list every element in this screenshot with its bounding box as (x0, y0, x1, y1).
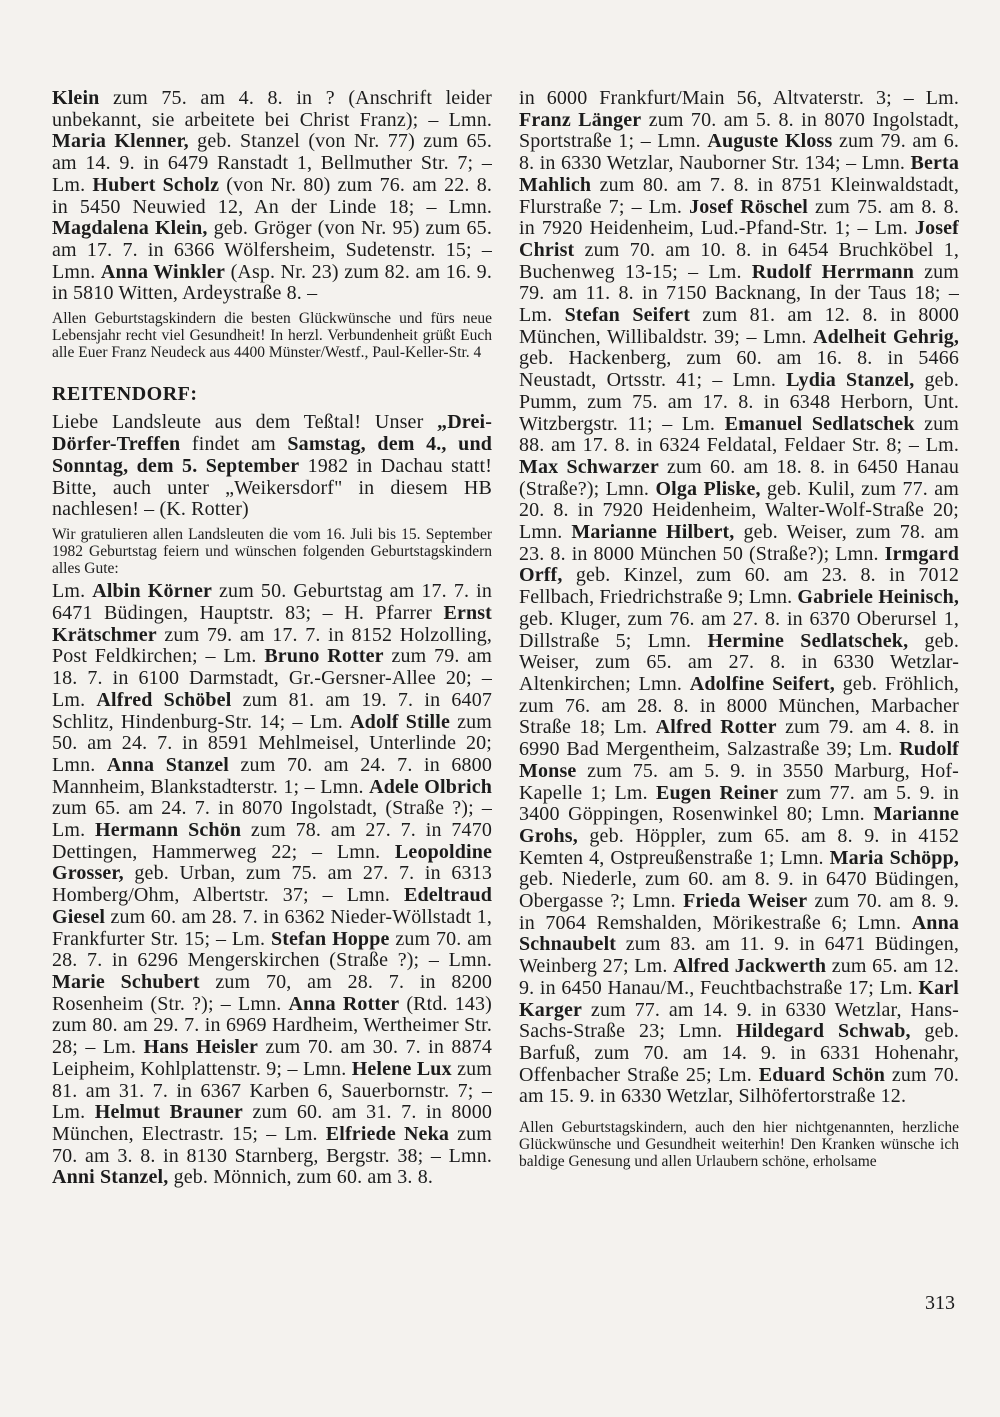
text-segment: Lm. (52, 580, 93, 603)
section-heading: REITENDORF: (52, 383, 198, 406)
text-segment: zum 80. am 7. 8. in 8751 Kleinwaldstadt, Flurstraße 7; – Lm. (519, 173, 959, 218)
text-segment: geb. Pumm, zum 75. am 17. 8. in 6348 Herborn, Unt. Witzbergstr. 11; – Lm. (519, 369, 959, 435)
text-segment: findet am (180, 433, 288, 456)
person-name: Franz Länger (519, 108, 642, 131)
person-name: Hermann Schön (95, 819, 242, 842)
congratulation-note: Wir gratulieren allen Landsleuten die vom 16. Juli bis 15. September 1982 Geburtstag feiern und wünschen folgenden Geburtstagskindern alles Gute: (52, 525, 492, 577)
text-segment: zum 70. am 30. 7. in 8874 Leipheim, Kohlplattenstr. 9; – Lmn. (52, 1036, 492, 1080)
text-segment: geb. Höppler, zum 65. am 8. 9. in 4152 Kemten 4, Ostpreußenstraße 1; Lmn. (519, 824, 959, 869)
text-segment: zum 60. am 18. 8. in 6450 Hanau (Straße?); Lmn. (519, 455, 960, 500)
person-name: Hans Heisler (143, 1036, 259, 1059)
text-segment: zum 78. am 27. 7. in 7470 Dettingen, Hammerweg 22; – Lmn. (52, 819, 493, 863)
birthday-list-paragraph (52, 88, 492, 305)
text-segment: geb. Fröhlich, zum 76. am 28. 8. in 8000 München, Marbacher Straße 18; Lm. (519, 672, 959, 739)
text-segment: geb. Weiser, zum 65. am 27. 8. in 6330 Wetzlar-Altenkirchen; Lmn. (519, 629, 959, 695)
person-name: Max Schwarzer (519, 455, 659, 478)
text-segment: zum 70, am 28. 7. in 8200 Rosenheim (Str. ?); – Lmn. (52, 970, 492, 1015)
person-name: Emanuel Sedlatschek (724, 412, 915, 435)
person-name: Josef Röschel (689, 195, 808, 218)
text-segment: zum 81. am 12. 8. in 8000 München, Willibaldstr. 39; – Lmn. (519, 304, 959, 348)
person-name: Adolfine Seifert, (689, 672, 835, 695)
text-segment: zum 50. am 24. 7. in 8591 Mehlmeisel, Unterlinde 20; Lmn. (52, 710, 492, 776)
text-segment: Liebe Landsleute aus dem Teßtal! Unser (52, 411, 438, 434)
text-segment: zum 79. am 18. 7. in 6100 Darmstadt, Gr.-Gersner-Allee 20; – Lm. (52, 645, 493, 711)
text-segment: geb. Niederle, zum 60. am 8. 9. in 6470 Büdingen, Obergasse ?; Lmn. (519, 868, 959, 913)
person-name: Rudolf Monse (519, 738, 959, 782)
text-segment: geb. Kinzel, zum 60. am 23. 8. in 7012 Fellbach, Friedrichstraße 9; Lmn. (519, 564, 959, 609)
person-name: Bruno Rotter (264, 645, 384, 668)
text-segment: zum 83. am 11. 9. in 6471 Büdingen, Weinberg 27; Lm. (519, 933, 959, 978)
text-segment: zum 88. am 17. 8. in 6324 Feldatal, Feldaer Str. 8; – Lm. (519, 412, 959, 457)
greeting-note: Allen Geburtstagskindern die besten Glückwünsche und fürs neue Lebensjahr recht viel Gesundheit! In herzl. Verbundenheit grüßt Euch alle Euer Franz Neudeck aus 4400 Münster/Westf., Paul-Keller-Str. 4 (52, 310, 492, 361)
person-name: Leopoldine Grosser, (52, 840, 492, 885)
person-name: Anni Stanzel, (52, 1166, 169, 1189)
person-name: Adolf Stille (350, 710, 450, 733)
text-segment: zum 75. am 8. 8. in 7920 Heidenheim, Lud.-Pfand-Str. 1; – Lm. (519, 195, 959, 240)
text-segment: geb. Kluger, zum 76. am 27. 8. in 6370 Oberursel 1, Dillstraße 5; Lmn. (519, 607, 959, 652)
person-name: Anna Rotter (288, 992, 400, 1015)
person-name: Karl Karger (519, 976, 959, 1021)
text-segment: geb. Stanzel (von Nr. 77) zum 65. am 14. 9. in 6479 Ranstadt 1, Bellmuther Str. 7; – Lm. (52, 130, 492, 196)
text-segment: geb. Barfuß, zum 70. am 14. 9. in 6331 Hohenahr, Offenbacher Straße 25; Lm. (519, 1020, 959, 1086)
person-name: Gabriele Heinisch, (797, 586, 959, 609)
text-segment: zum 60. am 31. 7. in 8000 München, Electrastr. 15; – Lm. (52, 1101, 493, 1145)
text-segment: geb. Weiser, zum 78. am 23. 8. in 8000 München 50 (Straße?); Lmn. (519, 521, 959, 565)
text-segment: zum 65. am 24. 7. in 8070 Ingolstadt, (Straße ?); – Lm. (52, 797, 492, 842)
page-number: 313 (925, 1292, 955, 1314)
person-name: Rudolf Herrmann (751, 260, 914, 283)
text-segment: (Asp. Nr. 23) zum 82. am 16. 9. in 5810 Witten, Ardeystraße 8. – (52, 260, 492, 305)
text-segment: zum 75. am 4. 8. in ? (Anschrift leider unbekannt, sie arbeitete bei Christ Franz); – Lmn. (52, 87, 492, 131)
person-name: Auguste Kloss (707, 130, 833, 153)
person-name: Helene Lux (351, 1057, 452, 1080)
text-segment: geb. Kulil, zum 77. am 20. 8. in 7920 Heidenheim, Walter-Wolf-Straße 20; Lmn. (519, 477, 959, 544)
birthday-list-paragraph (52, 581, 492, 1189)
person-name: Josef Christ (519, 217, 959, 261)
text-segment: zum 79. am 17. 7. in 8152 Holzolling, Post Feldkirchen; – Lm. (52, 623, 492, 668)
text-segment: zum 70. am 28. 7. in 6296 Mengerskirchen (Straße ?); – Lmn. (52, 927, 492, 972)
person-name: Ernst Krätschmer (52, 602, 492, 646)
text-segment: (Rtd. 143) zum 80. am 29. 7. in 6969 Hardheim, Wertheimer Str. 28; – Lm. (52, 992, 492, 1059)
text-segment: zum 60. am 28. 7. in 6362 Nieder-Wöllstadt 1, Frankfurter Str. 15; – Lm. (52, 905, 492, 950)
person-name: Klein (52, 87, 100, 109)
closing-note: Allen Geburtstagskindern, auch den hier nichtgenannten, herzliche Glückwünsche und Gesundheit weiterhin! Den Kranken wünsche ich baldige Genesung und allen Urlaubern schöne, erholsame (519, 1119, 959, 1170)
person-name: Helmut Brauner (94, 1101, 243, 1124)
person-name: Olga Pliske, (655, 477, 761, 500)
right-column (519, 88, 959, 1174)
text-segment: zum 70. am 5. 8. in 8070 Ingolstadt, Sportstraße 1; – Lmn. (519, 108, 959, 153)
person-name: Albin Körner (92, 580, 213, 603)
text-segment: geb. Mönnich, zum 60. am 3. 8. (168, 1166, 434, 1189)
text-segment: zum 70. am 10. 8. in 6454 Bruchköbel 1, Buchenweg 13-15; – Lm. (519, 238, 959, 283)
person-name: Adelheit Gehrig, (813, 325, 959, 348)
text-segment: zum 70. am 15. 9. in 6330 Wetzlar, Silhöfertorstraße 12. (519, 1063, 959, 1108)
text-segment: geb. Hackenberg, zum 60. am 16. 8. in 5466 Neustadt, Ortsstr. 41; – Lmn. (519, 347, 959, 392)
text-segment: (von Nr. 80) zum 76. am 22. 8. in 5450 Neuwied 12, An der Linde 18; – Lmn. (52, 173, 492, 218)
text-segment: zum 79. am 6. 8. in 6330 Wetzlar, Nauborner Str. 134; – Lmn. (519, 130, 959, 175)
person-name: Alfred Rotter (655, 716, 777, 739)
person-name: Frieda Weiser (683, 890, 808, 913)
person-name: Hermine Sedlatschek, (707, 629, 909, 652)
text-segment: in 6000 Frankfurt/Main 56, Altvaterstr. 3; – Lm. (519, 87, 959, 109)
text-segment: zum 70. am 3. 8. in 8130 Starnberg, Bergstr. 38; – Lmn. (52, 1122, 492, 1167)
person-name: Maria Klenner, (52, 130, 189, 153)
text-segment: zum 70. am 24. 7. in 6800 Mannheim, Blankstadterstr. 1; – Lmn. (52, 753, 492, 798)
person-name: Maria Schöpp, (829, 846, 959, 869)
person-name: Adele Olbrich (369, 775, 492, 798)
text-segment: zum 81. am 31. 7. in 6367 Karben 6, Sauerbornstr. 7; – Lm. (52, 1057, 492, 1124)
person-name: Elfriede Neka (325, 1122, 449, 1145)
left-column (52, 88, 492, 1189)
person-name: Marianne Hilbert, (571, 521, 735, 544)
person-name: Alfred Jackwerth (673, 955, 827, 978)
person-name: „Drei-Dörfer-Treffen (52, 411, 492, 456)
person-name: Marianne Grohs, (519, 803, 959, 847)
person-name: Alfred Schöbel (96, 688, 232, 711)
person-name: Irmgard Orff, (519, 542, 959, 587)
text-segment: zum 79. am 4. 8. in 6990 Bad Mergentheim, Salzastraße 39; Lm. (519, 716, 959, 761)
person-name: Stefan Hoppe (270, 927, 390, 950)
person-name: Eugen Reiner (656, 781, 779, 804)
person-name: Samstag, dem 4., und Sonntag, dem 5. September (52, 433, 492, 477)
person-name: Edeltraud Giesel (52, 884, 492, 928)
person-name: Stefan Seifert (564, 304, 691, 327)
text-segment: geb. Urban, zum 75. am 27. 7. in 6313 Homberg/Ohm, Albertstr. 37; – Lmn. (52, 862, 492, 907)
person-name: Marie Schubert (52, 970, 200, 993)
text-segment: zum 77. am 14. 9. in 6330 Wetzlar, Hans-Sachs-Straße 23; Lmn. (519, 998, 959, 1043)
text-segment: geb. Gröger (von Nr. 95) zum 65. am 17. 7. in 6366 Wölfersheim, Sudetenstr. 15; – Lmn. (52, 217, 492, 283)
person-name: Hubert Scholz (92, 173, 220, 196)
person-name: Anna Stanzel (106, 753, 229, 776)
meeting-announcement (52, 412, 492, 521)
birthday-list-paragraph (519, 88, 959, 1108)
person-name: Anna Schnaubelt (519, 911, 959, 956)
text-segment: zum 79. am 11. 8. in 7150 Backnang, In der Taus 18; – Lm. (519, 260, 959, 327)
text-segment: 1982 in Dachau statt! Bitte, auch unter „Weikersdorf" in diesem HB nachlesen! – (K. Rotter) (52, 454, 493, 521)
person-name: Anna Winkler (100, 260, 226, 283)
person-name: Magdalena Klein, (52, 217, 208, 240)
text-segment: zum 81. am 19. 7. in 6407 Schlitz, Hindenburg-Str. 14; – Lm. (52, 688, 493, 733)
person-name: Hildegard Schwab, (736, 1020, 911, 1043)
text-segment: zum 70. am 8. 9. in 7064 Remshalden, Mörikestraße 6; Lmn. (519, 890, 960, 934)
person-name: Berta Mahlich (519, 152, 959, 196)
person-name: Eduard Schön (758, 1063, 886, 1086)
text-segment: zum 50. Geburtstag am 17. 7. in 6471 Büdingen, Hauptstr. 83; – H. Pfarrer (52, 580, 492, 625)
text-segment: zum 75. am 5. 9. in 3550 Marburg, Hof-Kapelle 1; Lm. (519, 759, 959, 804)
person-name: Lydia Stanzel, (786, 369, 915, 392)
text-segment: zum 77. am 5. 9. in 3400 Göppingen, Rosenwinkel 80; Lmn. (519, 781, 959, 826)
text-segment: zum 65. am 12. 9. in 6450 Hanau/M., Feuchtbachstraße 17; Lm. (519, 955, 959, 999)
